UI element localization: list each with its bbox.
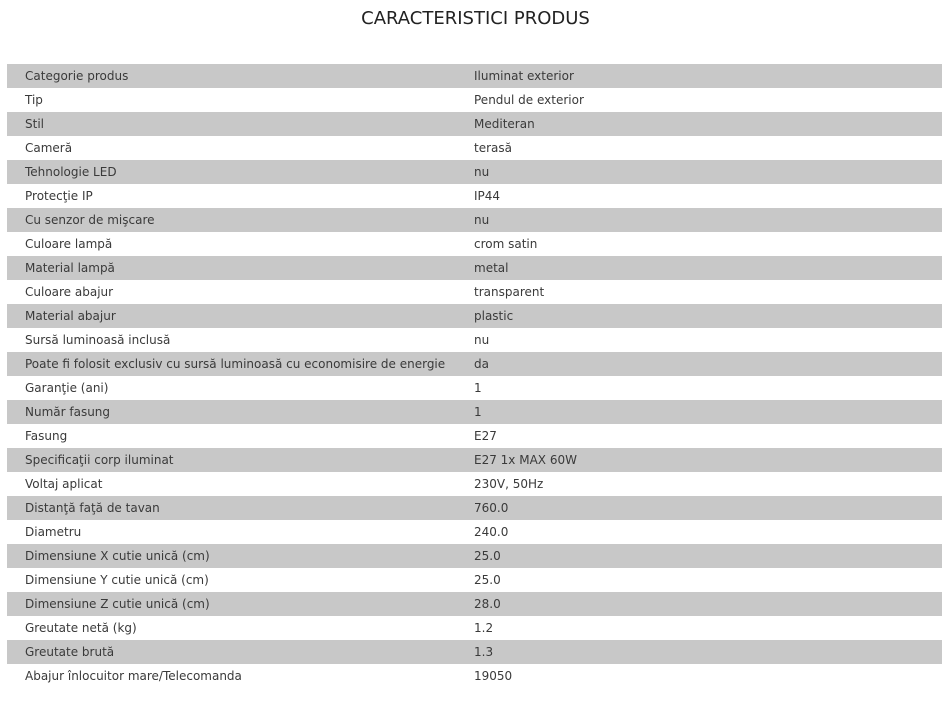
- spec-value: da: [474, 357, 489, 371]
- spec-value: crom satin: [474, 237, 538, 251]
- spec-row: [7, 304, 942, 328]
- spec-value: 1.2: [474, 621, 494, 635]
- spec-label: Dimensiune Y cutie unică (cm): [25, 573, 209, 587]
- spec-row: [7, 568, 942, 592]
- spec-label: Protecţie IP: [25, 189, 93, 203]
- spec-row: [7, 400, 942, 424]
- spec-row: [7, 472, 942, 496]
- spec-value: 25.0: [474, 549, 501, 563]
- spec-label: Tehnologie LED: [25, 165, 117, 179]
- spec-label: Fasung: [25, 429, 68, 443]
- spec-row: [7, 208, 942, 232]
- spec-value: 240.0: [474, 525, 509, 539]
- spec-row: [7, 352, 942, 376]
- spec-value: metal: [474, 261, 509, 275]
- spec-label: Material abajur: [25, 309, 116, 323]
- spec-row: [7, 376, 942, 400]
- spec-label: Diametru: [25, 525, 82, 539]
- spec-row: [7, 88, 942, 112]
- spec-row: [7, 112, 942, 136]
- spec-label: Material lampă: [25, 261, 115, 275]
- spec-value: Pendul de exterior: [474, 93, 584, 107]
- spec-label: Poate fi folosit exclusiv cu sursă luminoasă cu economisire de energie: [25, 357, 446, 371]
- spec-value: plastic: [474, 309, 514, 323]
- spec-label: Număr fasung: [25, 405, 111, 419]
- spec-row: [7, 328, 942, 352]
- spec-label: Dimensiune Z cutie unică (cm): [25, 597, 210, 611]
- spec-row: [7, 256, 942, 280]
- spec-value: 1: [474, 405, 482, 419]
- spec-label: Sursă luminoasă inclusă: [25, 333, 171, 347]
- spec-value: 760.0: [474, 501, 509, 515]
- specifications-table: [7, 64, 942, 688]
- spec-row: [7, 616, 942, 640]
- spec-label: Stil: [25, 117, 44, 131]
- spec-row: [7, 280, 942, 304]
- spec-value: 19050: [474, 669, 513, 683]
- spec-label: Voltaj aplicat: [25, 477, 103, 491]
- spec-label: Garanţie (ani): [25, 381, 109, 395]
- spec-row: [7, 424, 942, 448]
- page-title: CARACTERISTICI PRODUS: [361, 8, 590, 29]
- spec-label: Dimensiune X cutie unică (cm): [25, 549, 210, 563]
- spec-value: nu: [474, 165, 490, 179]
- spec-row: [7, 664, 942, 688]
- spec-row: [7, 160, 942, 184]
- specifications-table-body: [7, 64, 942, 688]
- spec-label: Culoare abajur: [25, 285, 114, 299]
- spec-label: Distanţă faţă de tavan: [25, 501, 160, 515]
- spec-row: [7, 544, 942, 568]
- spec-label: Cu senzor de mişcare: [25, 213, 155, 227]
- spec-label: Tip: [25, 93, 43, 107]
- spec-label: Cameră: [25, 141, 73, 155]
- spec-value: 25.0: [474, 573, 501, 587]
- spec-value: nu: [474, 333, 490, 347]
- spec-label: Categorie produs: [25, 69, 129, 83]
- spec-value: Iluminat exterior: [474, 69, 574, 83]
- spec-row: [7, 520, 942, 544]
- spec-row: [7, 136, 942, 160]
- spec-value: Mediteran: [474, 117, 535, 131]
- spec-label: Culoare lampă: [25, 237, 113, 251]
- spec-label: Greutate netă (kg): [25, 621, 137, 635]
- spec-value: transparent: [474, 285, 545, 299]
- spec-value: E27 1x MAX 60W: [474, 453, 577, 467]
- spec-value: 28.0: [474, 597, 501, 611]
- spec-label: Greutate brută: [25, 645, 115, 659]
- spec-value: 230V, 50Hz: [474, 477, 544, 491]
- spec-row: [7, 496, 942, 520]
- spec-value: nu: [474, 213, 490, 227]
- spec-value: 1.3: [474, 645, 494, 659]
- spec-value: terasă: [474, 141, 512, 155]
- spec-row: [7, 592, 942, 616]
- spec-label: Abajur înlocuitor mare/Telecomanda: [25, 669, 242, 683]
- spec-row: [7, 640, 942, 664]
- spec-row: [7, 64, 942, 88]
- spec-row: [7, 232, 942, 256]
- spec-row: [7, 184, 942, 208]
- spec-label: Specificaţii corp iluminat: [25, 453, 174, 467]
- spec-value: IP44: [474, 189, 501, 203]
- spec-value: 1: [474, 381, 482, 395]
- spec-value: E27: [474, 429, 497, 443]
- spec-row: [7, 448, 942, 472]
